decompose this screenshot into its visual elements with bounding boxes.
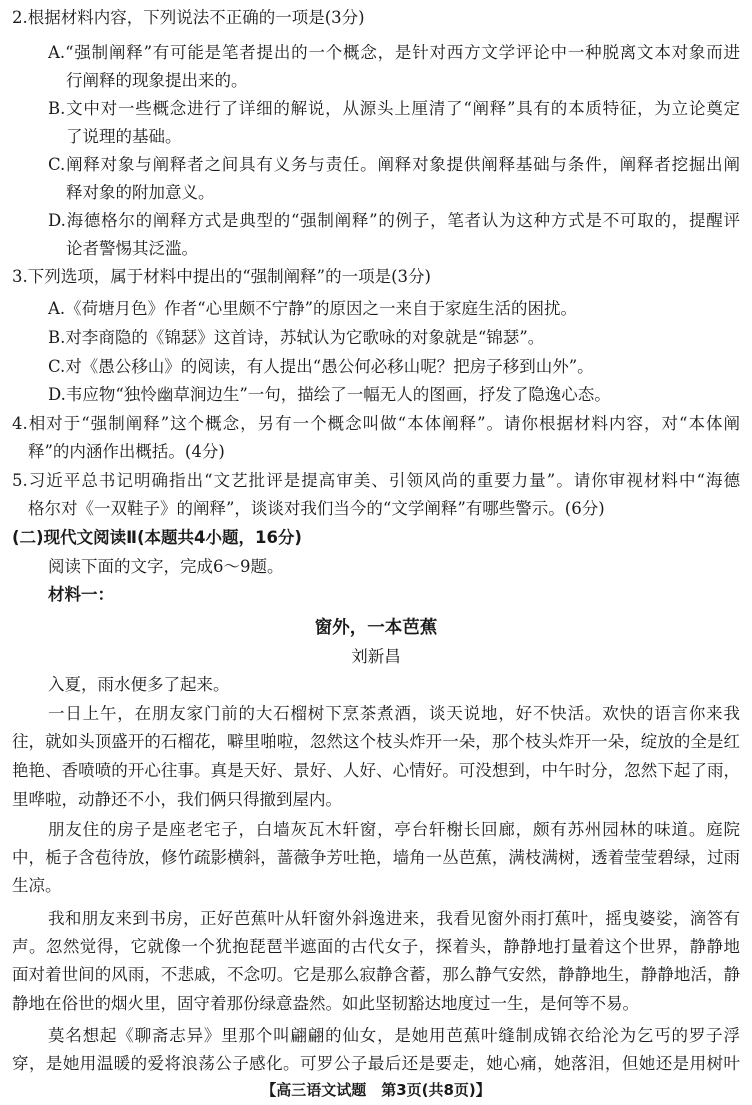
option-c: C.对《愚公移山》的阅读，有人提出“愚公何必移山呢？把房子移到山外”。	[48, 357, 594, 376]
option-d-cont: 论者警惕其泛滥。	[66, 239, 198, 258]
option-c: C.阐释对象与阐释者之间具有义务与责任。阐释对象提供阐释基础与条件，阐释者挖掘出阐	[48, 155, 740, 174]
paragraph-line: 往，就如头顶盛开的石榴花，噼里啪啦，忽然这个枝头炸开一朵，那个枝头炸开一朵，绽放的全是红	[12, 732, 740, 751]
paragraph: 莫名想起《聊斋志异》里那个叫翩翩的仙女，是她用芭蕉叶缝制成锦衣给沦为乞丐的罗子浮	[48, 1026, 740, 1045]
paragraph-line: 生凉。	[12, 876, 62, 895]
article-author: 刘新昌	[351, 647, 401, 666]
option-d: D.韦应物“独怜幽草涧边生”一句，描绘了一幅无人的图画，抒发了隐逸心态。	[48, 385, 611, 404]
option-a-cont: 行阐释的现象提出来的。	[66, 71, 248, 90]
question-stem: 5.习近平总书记明确指出“文艺批评是提高审美、引领风尚的重要力量”。请你审视材料中“海德	[12, 471, 740, 490]
option-b: B.文中对一些概念进行了详细的解说，从源头上厘清了“阐释”具有的本质特征，为立论奠定	[48, 99, 740, 118]
question-stem: 2.根据材料内容，下列说法不正确的一项是(3分)	[12, 8, 365, 27]
paragraph: 入夏，雨水便多了起来。	[48, 675, 230, 694]
material-label: 材料一：	[48, 585, 114, 604]
paragraph: 朋友住的房子是座老宅子，白墙灰瓦木轩窗，亭台轩榭长回廊，颇有苏州园林的味道。庭院	[48, 820, 740, 839]
option-d: D.海德格尔的阐释方式是典型的“强制阐释”的例子，笔者认为这种方式是不可取的，提醒评	[48, 211, 740, 230]
question-stem: 3.下列选项，属于材料中提出的“强制阐释”的一项是(3分)	[12, 267, 431, 286]
paragraph: 一日上午，在朋友家门前的大石榴树下烹茶煮酒，谈天说地，好不快活。欢快的语言你来我	[48, 704, 740, 723]
question-stem-cont: 释”的内涵作出概括。(4分)	[28, 442, 225, 461]
option-b-cont: 了说理的基础。	[66, 127, 182, 146]
paragraph-line: 静地在俗世的烟火里，固守着那份绿意盎然。如此坚韧豁达地度过一生，是何等不易。	[12, 994, 639, 1013]
option-a: A.《荷塘月色》作者“心里颇不宁静”的原因之一来自于家庭生活的困扰。	[48, 299, 578, 318]
paragraph: 我和朋友来到书房，正好芭蕉叶从轩窗外斜逸进来，我看见窗外雨打蕉叶，摇曳婆娑，滴答有	[48, 909, 740, 928]
section-heading: (二)现代文阅读Ⅱ(本题共4小题，16分)	[12, 528, 302, 547]
paragraph-line: 穿，是她用温暖的爱将浪荡公子感化。可罗公子最后还是要走，她心痛，她落泪，但她还是用树叶	[12, 1054, 740, 1073]
paragraph-line: 面对着世间的风雨，不悲戚，不念叨。它是那么寂静含蓄，那么静气安然，静静地生，静静地活，静	[12, 965, 740, 984]
instruction: 阅读下面的文字，完成6～9题。	[48, 557, 284, 576]
option-b: B.对李商隐的《锦瑟》这首诗，苏轼认为它歌咏的对象就是“锦瑟”。	[48, 328, 545, 347]
question-stem: 4.相对于“强制阐释”这个概念，另有一个概念叫做“本体阐释”。请你根据材料内容，对“本体阐	[12, 414, 740, 433]
paragraph-line: 中，栀子含苞待放，修竹疏影横斜，蔷薇争芳吐艳，墙角一丛芭蕉，满枝满树，透着莹莹碧绿，过雨	[12, 848, 740, 867]
paragraph-line: 声。忽然觉得，它就像一个犹抱琵琶半遮面的古代女子，探着头，静静地打量着这个世界，静静地	[12, 937, 740, 956]
paragraph-line: 艳艳、香喷喷的开心往事。真是天好、景好、人好、心情好。可没想到，中午时分，忽然下起了雨，	[12, 761, 740, 780]
option-c-cont: 释对象的附加意义。	[66, 183, 215, 202]
page-footer: 【高三语文试题 第3页(共8页)】	[261, 1081, 491, 1099]
question-stem-cont: 格尔对《一双鞋子》的阐释”，谈谈对我们当今的“文学阐释”有哪些警示。(6分)	[28, 499, 605, 518]
option-a: A.“强制阐释”有可能是笔者提出的一个概念，是针对西方文学评论中一种脱离文本对象而进	[48, 43, 740, 62]
paragraph-line: 里哗啦，动静还不小，我们俩只得撤到屋内。	[12, 790, 342, 809]
article-title: 窗外，一本芭蕉	[314, 618, 438, 638]
